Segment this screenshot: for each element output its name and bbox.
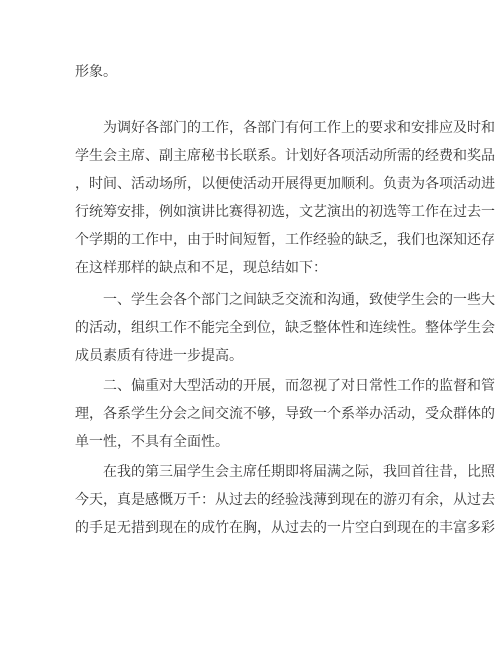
- paragraph-line: 形象。: [75, 64, 117, 80]
- paragraph-line: 个学期的工作中，由于时间短暂，工作经验的缺乏，我们也深知还存: [75, 232, 495, 248]
- paragraph-line: 学生会主席、副主席秘书长联系。计划好各项活动所需的经费和奖品: [75, 148, 495, 164]
- paragraph-line: 行统筹安排，例如演讲比赛得初选，文艺演出的初选等工作在过去一: [75, 204, 495, 220]
- paragraph-line: 二、偏重对大型活动的开展，而忽视了对日常性工作的监督和管: [103, 378, 495, 394]
- paragraph-line: 在这样那样的缺点和不足，现总结如下：: [75, 260, 327, 276]
- paragraph-line: 理，各系学生分会之间交流不够，导致一个系举办活动，受众群体的: [75, 406, 495, 422]
- paragraph-0: [75, 58, 430, 86]
- paragraph-line: ，时间、活动场所，以便使活动开展得更加顺利。负责为各项活动进: [75, 176, 495, 192]
- paragraph-line: 成员素质有待进一步提高。: [75, 348, 243, 364]
- paragraph-line: 单一性，不具有全面性。: [75, 434, 229, 450]
- paragraph-1: [75, 114, 495, 282]
- paragraph-line: 的手足无措到现在的成竹在胸，从过去的一片空白到现在的丰富多彩: [75, 520, 495, 536]
- paragraph-line: 的活动，组织工作不能完全到位，缺乏整体性和连续性。整体学生会: [75, 320, 495, 336]
- paragraph-3: [75, 372, 495, 456]
- paragraph-4: [75, 458, 495, 542]
- paragraph-line: 今天，真是感慨万千：从过去的经验浅薄到现在的游刃有余，从过去: [75, 492, 495, 508]
- paragraph-line: 一、学生会各个部门之间缺乏交流和沟通，致使学生会的一些大: [103, 292, 495, 308]
- paragraph-line: 为调好各部门的工作，各部门有何工作上的要求和安排应及时和: [103, 120, 495, 136]
- paragraph-2: [75, 286, 495, 370]
- paragraph-line: 在我的第三届学生会主席任期即将届满之际，我回首往昔，比照: [103, 464, 495, 480]
